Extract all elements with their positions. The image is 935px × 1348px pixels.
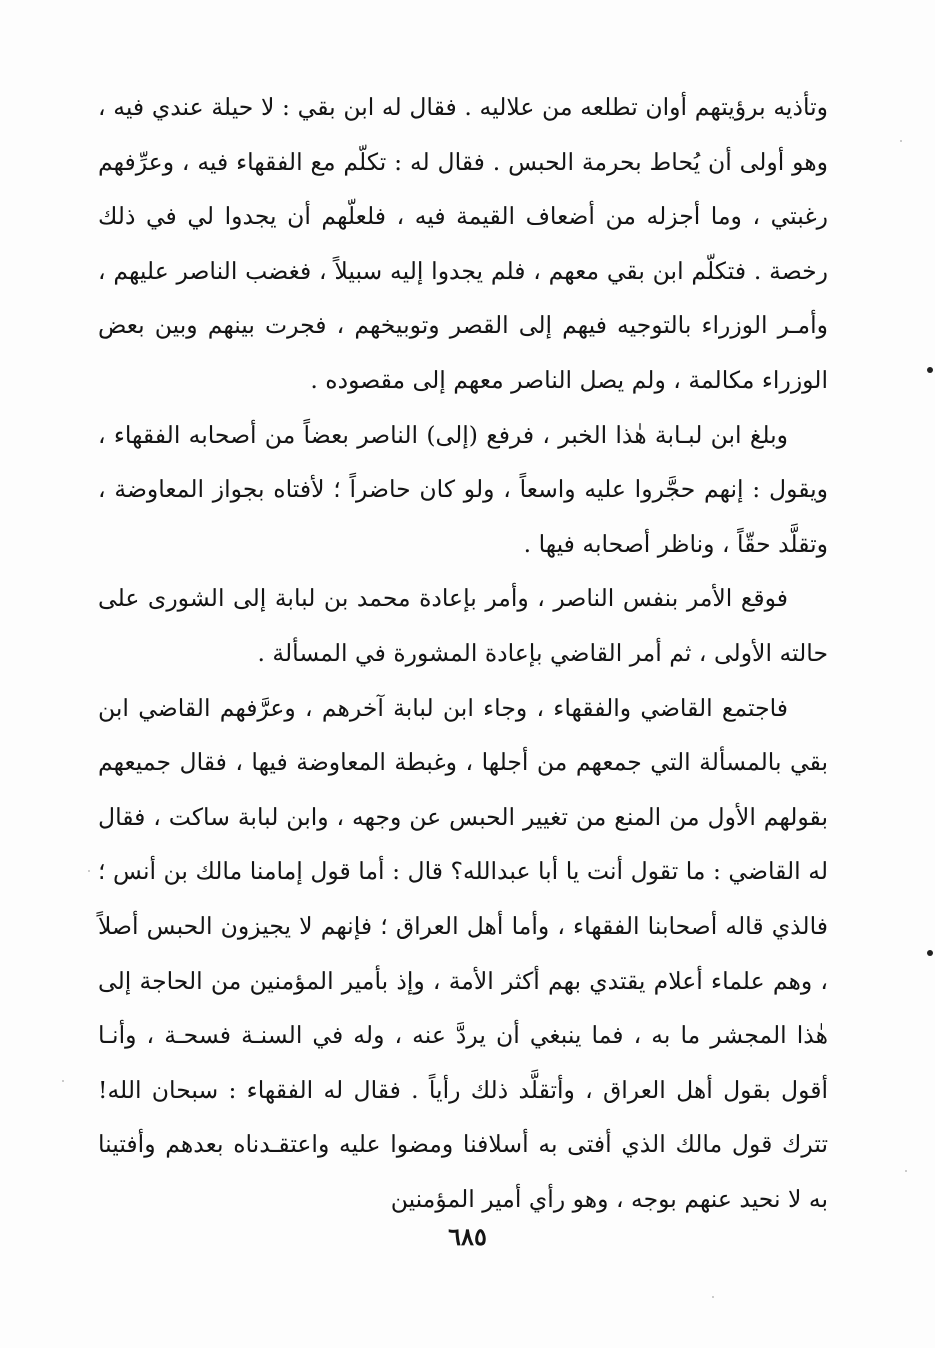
paragraph-3: فوقع الأمر بنفس الناصر ، وأمر بإعادة محمد بن لبابة إلى الشورى على حالته الأولى ، ثم أمر القاضي بإعادة المشورة في المسألة . (98, 584, 828, 667)
margin-dot (927, 367, 933, 373)
margin-dot (927, 950, 933, 956)
page-number: ٦٨٥ (448, 1222, 487, 1251)
scan-speck (712, 1296, 714, 1298)
scan-speck (88, 870, 90, 872)
scan-speck (900, 140, 902, 142)
page-body-text (98, 80, 828, 1226)
paragraph-2: وبلغ ابن لبـابة هٰذا الخبر ، فرفع (إلى) الناصر بعضاً من أصحابه الفقهاء ، ويقول : إنهم حجَّروا عليه واسعاً ، ولو كان حاضراً ؛ لأفتاه بجواز المعاوضة ، وتقلَّد حقّاً ، وناظر أصحابه فيها . (98, 420, 828, 558)
paragraph-4: فاجتمع القاضي والفقهاء ، وجاء ابن لبابة آخرهم ، وعرَّفهم القاضي ابن بقي بالمسألة التي جمعهم من أجلها ، وغبطة المعاوضة فيها ، فقال جميعهم بقولهم الأول من المنع من تغيير الحبس عن وجهه ، وابن لبابة ساكت ، فقال له القاضي : ما تقول أنت يا أبا عبدالله؟ قال : أما قول إمامنا مالك بن أنس ؛ فالذي قاله أصحابنا الفقهاء ، وأما أهل العراق ؛ فإنهم لا يجيزون الحبس أصلاً ، وهم علماء أعلام يقتدي بهم أكثر الأمة ، وإذ بأمير المؤمنين من الحاجة إلى هٰذا المجشر ما به ، فما ينبغي أن يردَّ عنه ، وله في السنـة فسحـة ، وأنـا أقول بقول أهل العراق ، وأتقلَّد ذلك رأياً . فقال له الفقهاء : سبحان الله! تترك قول مالك الذي أفتى به أسلافنا ومضوا عليه واعتقـدناه بعدهم وأفتينا به لا نحيد عنهم بوجه ، وهو رأي أمير المؤمنين (98, 693, 828, 1213)
paragraph-1: وتأذيه برؤيتهم أوان تطلعه من علاليه . فقال له ابن بقي : لا حيلة عندي فيه ، وهو أولى أن يُحاط بحرمة الحبس . فقال له : تكلّم مع الفقهاء فيه ، وعرِّفهم رغبتي ، وما أجزله من أضعاف القيمة فيه ، فلعلّهم أن يجدوا لي في ذلك رخصة . فتكلّم ابن بقي معهم ، فلم يجدوا إليه سبيلاً ، فغضب الناصر عليهم ، وأمـر الوزراء بالتوجيه فيهم إلى القصر وتوبيخهم ، فجرت بينهم وبين بعض الوزراء مكالمة ، ولم يصل الناصر معهم إلى مقصوده . (98, 93, 828, 394)
scan-speck (905, 1170, 907, 1172)
scan-speck (62, 1080, 64, 1082)
